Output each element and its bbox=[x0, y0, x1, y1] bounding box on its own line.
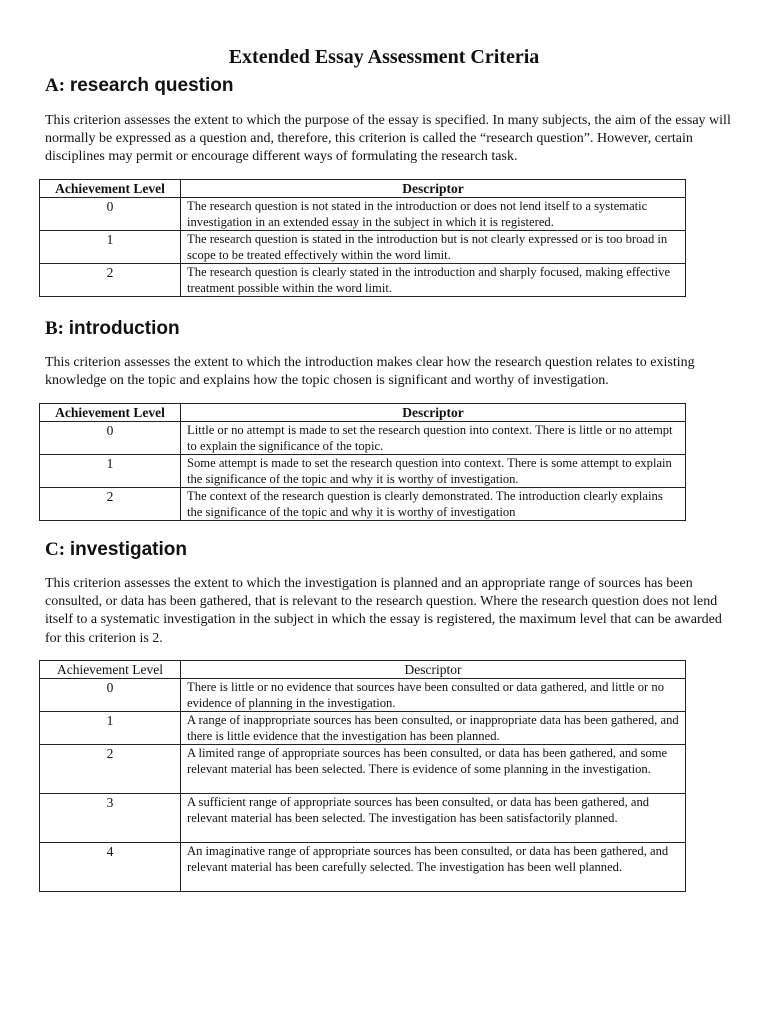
table-row bbox=[40, 712, 686, 745]
section-c-table bbox=[39, 660, 686, 892]
level-cell: 2 bbox=[40, 264, 181, 297]
descriptor-cell: An imaginative range of appropriate sources has been consulted, or data has been gathered, and relevant material has been carefully selected. The investigation has been well planned. bbox=[181, 843, 686, 892]
section-b-letter: B: bbox=[45, 318, 64, 339]
section-c-title: investigation bbox=[69, 539, 187, 560]
level-cell: 0 bbox=[40, 198, 181, 231]
level-cell: 0 bbox=[40, 679, 181, 712]
level-cell: 0 bbox=[40, 422, 181, 455]
table-header-row bbox=[40, 404, 686, 422]
section-b-title: introduction bbox=[68, 318, 180, 339]
descriptor-column-header: Descriptor bbox=[181, 180, 686, 198]
table-header-row bbox=[40, 661, 686, 679]
section-a-table bbox=[39, 179, 686, 297]
section-a-description: This criterion assesses the extent to which the purpose of the essay is specified. In many subjects, the aim of the essay will normally be expressed as a question and, therefore, this criterion is called the “research question”. However, certain disciplines may permit or encourage different ways of formulating the research task. bbox=[45, 113, 731, 165]
descriptor-cell: Little or no attempt is made to set the research question into context. There is little or no attempt to explain the significance of the topic. bbox=[181, 422, 686, 455]
table-header-row bbox=[40, 180, 686, 198]
level-cell: 1 bbox=[40, 455, 181, 488]
table-row bbox=[40, 422, 686, 455]
table-row bbox=[40, 231, 686, 264]
table-row bbox=[40, 679, 686, 712]
table-row bbox=[40, 198, 686, 231]
level-cell: 3 bbox=[40, 794, 181, 843]
section-c-description: This criterion assesses the extent to which the investigation is planned and an appropriate range of sources has been consulted, or data has been gathered, that is relevant to the research question. Where the research question does not lend itself to a systematic investigation in the subject in which the essay is registered, the maximum level that can be awarded for this criterion is 2. bbox=[45, 576, 722, 646]
document-title: Extended Essay Assessment Criteria bbox=[228, 46, 540, 68]
section-b-heading bbox=[45, 318, 180, 340]
table-row bbox=[40, 794, 686, 843]
descriptor-cell: The research question is stated in the introduction but is not clearly expressed or is too broad in scope to be treated effectively within the word limit. bbox=[181, 231, 686, 264]
level-cell: 4 bbox=[40, 843, 181, 892]
table-row bbox=[40, 843, 686, 892]
table-row bbox=[40, 264, 686, 297]
section-b-table bbox=[39, 403, 686, 521]
descriptor-cell: A sufficient range of appropriate sources has been consulted, or data has been gathered, and relevant material has been selected. The investigation has been satisfactorily planned. bbox=[181, 794, 686, 843]
section-a-title: research question bbox=[69, 75, 234, 96]
descriptor-cell: The research question is not stated in the introduction or does not lend itself to a systematic investigation in an extended essay in the subject in which it is registered. bbox=[181, 198, 686, 231]
table-row bbox=[40, 488, 686, 521]
level-cell: 1 bbox=[40, 712, 181, 745]
level-column-header: Achievement Level bbox=[40, 180, 181, 198]
descriptor-cell: The context of the research question is clearly demonstrated. The introduction clearly explains the significance of the topic and why it is worthy of investigation bbox=[181, 488, 686, 521]
level-cell: 2 bbox=[40, 488, 181, 521]
descriptor-cell: A limited range of appropriate sources has been consulted, or data has been gathered, and some relevant material has been selected. There is evidence of some planning in the investigation. bbox=[181, 745, 686, 794]
level-cell: 1 bbox=[40, 231, 181, 264]
level-column-header: Achievement Level bbox=[40, 661, 181, 679]
table-row bbox=[40, 455, 686, 488]
level-cell: 2 bbox=[40, 745, 181, 794]
section-a-heading bbox=[45, 75, 233, 97]
table-row bbox=[40, 745, 686, 794]
descriptor-cell: The research question is clearly stated in the introduction and sharply focused, making effective treatment possible within the word limit. bbox=[181, 264, 686, 297]
descriptor-cell: There is little or no evidence that sources have been consulted or data gathered, and little or no evidence of planning in the investigation. bbox=[181, 679, 686, 712]
descriptor-cell: Some attempt is made to set the research question into context. There is some attempt to explain the significance of the topic and why it is worthy of investigation. bbox=[181, 455, 686, 488]
section-b-description: This criterion assesses the extent to which the introduction makes clear how the research question relates to existing knowledge on the topic and explains how the topic chosen is significant and worthy of investigation. bbox=[45, 355, 695, 389]
level-column-header: Achievement Level bbox=[40, 404, 181, 422]
section-c-heading bbox=[45, 539, 187, 561]
section-c-letter: C: bbox=[45, 539, 66, 560]
descriptor-column-header: Descriptor bbox=[181, 404, 686, 422]
descriptor-cell: A range of inappropriate sources has been consulted, or inappropriate data has been gathered, and there is little evidence that the investigation has been planned. bbox=[181, 712, 686, 745]
descriptor-column-header: Descriptor bbox=[181, 661, 686, 679]
section-a-letter: A: bbox=[45, 75, 66, 96]
